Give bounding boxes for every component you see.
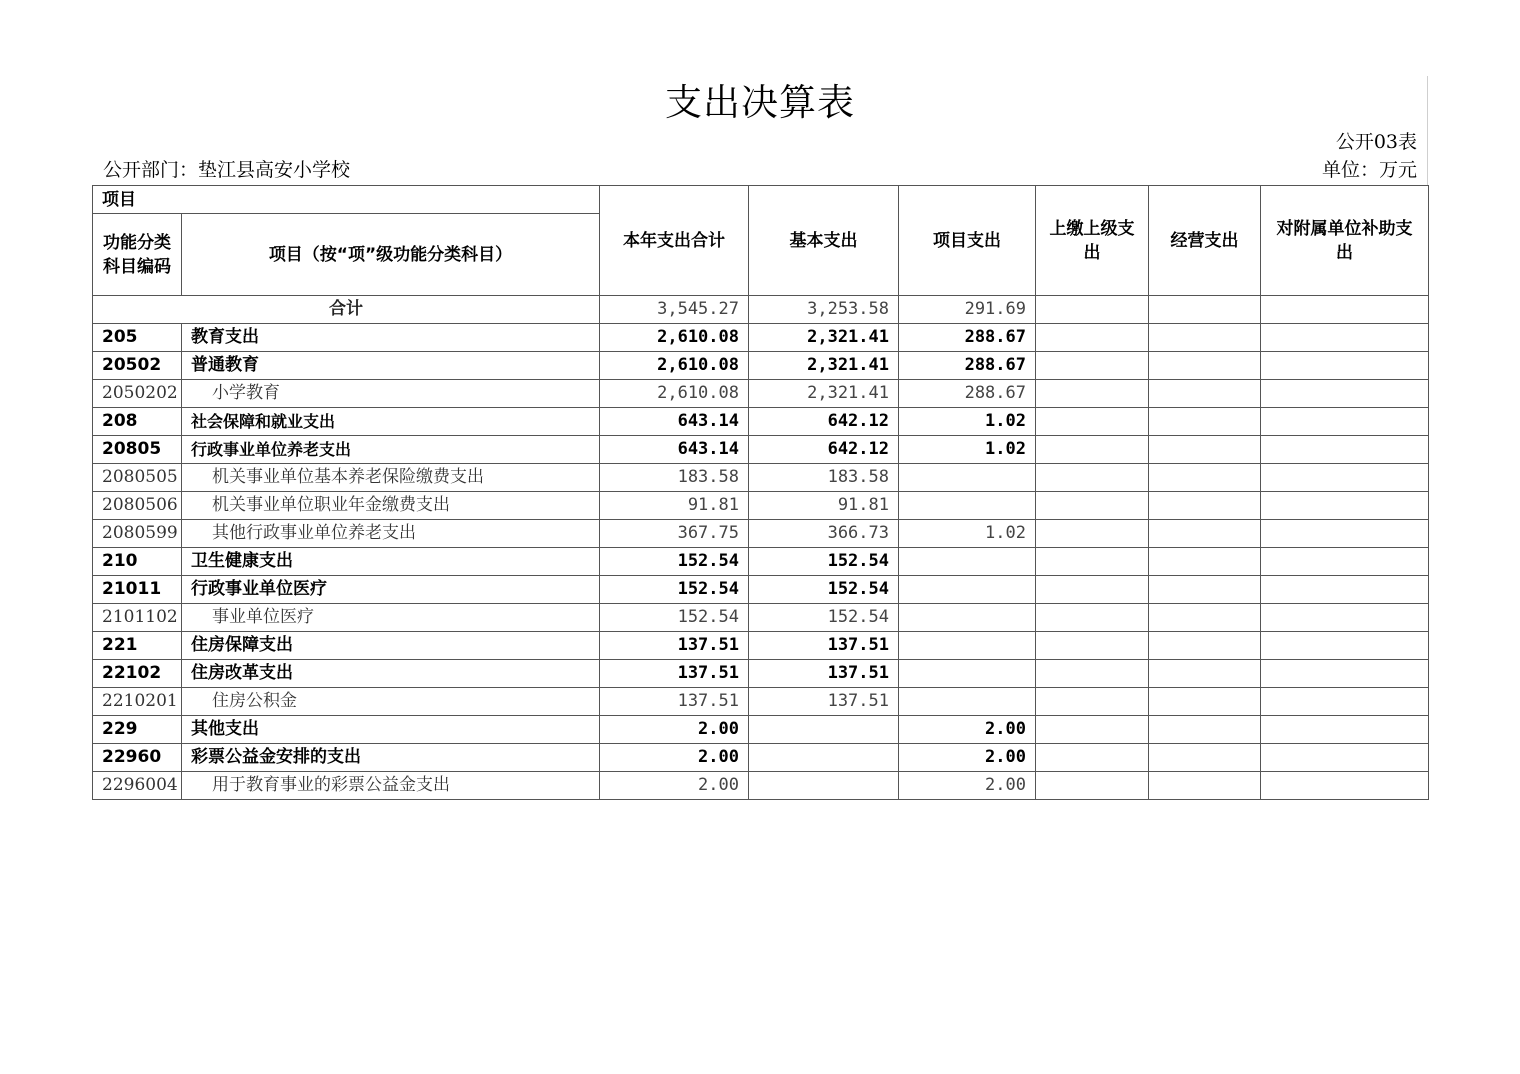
row-project: 2.00	[899, 772, 1036, 800]
row-upper	[1036, 632, 1149, 660]
table-row	[93, 352, 1429, 380]
row-subsidy	[1261, 464, 1429, 492]
table-row	[93, 324, 1429, 352]
row-code: 2080505	[93, 464, 182, 492]
total-subsidy	[1261, 296, 1429, 324]
row-code: 205	[93, 324, 182, 352]
row-code: 2296004	[93, 772, 182, 800]
row-business	[1149, 604, 1261, 632]
table-row	[93, 716, 1429, 744]
row-total: 643.14	[600, 436, 749, 464]
row-upper	[1036, 464, 1149, 492]
row-basic	[749, 744, 899, 772]
row-subsidy	[1261, 688, 1429, 716]
total-business	[1149, 296, 1261, 324]
row-upper	[1036, 604, 1149, 632]
row-project: 288.67	[899, 352, 1036, 380]
row-code: 210	[93, 548, 182, 576]
total-row	[93, 296, 1429, 324]
row-code: 2080506	[93, 492, 182, 520]
row-total: 2,610.08	[600, 352, 749, 380]
row-code: 2050202	[93, 380, 182, 408]
row-project: 288.67	[899, 380, 1036, 408]
row-subsidy	[1261, 744, 1429, 772]
row-code: 208	[93, 408, 182, 436]
header-subsidy: 对附属单位补助支出	[1261, 186, 1429, 296]
row-project	[899, 660, 1036, 688]
row-business	[1149, 380, 1261, 408]
table-row	[93, 492, 1429, 520]
row-code: 2210201	[93, 688, 182, 716]
row-project: 288.67	[899, 324, 1036, 352]
row-upper	[1036, 548, 1149, 576]
row-name: 卫生健康支出	[182, 548, 600, 576]
header-upper: 上缴上级支出	[1036, 186, 1149, 296]
table-row	[93, 576, 1429, 604]
row-business	[1149, 716, 1261, 744]
table-row	[93, 436, 1429, 464]
row-basic: 137.51	[749, 660, 899, 688]
row-total: 137.51	[600, 632, 749, 660]
row-total: 2.00	[600, 772, 749, 800]
row-name: 机关事业单位职业年金缴费支出	[182, 492, 600, 520]
row-upper	[1036, 492, 1149, 520]
row-subsidy	[1261, 660, 1429, 688]
row-subsidy	[1261, 576, 1429, 604]
row-basic: 642.12	[749, 408, 899, 436]
row-upper	[1036, 380, 1149, 408]
row-project	[899, 492, 1036, 520]
total-upper	[1036, 296, 1149, 324]
row-basic: 642.12	[749, 436, 899, 464]
row-project	[899, 464, 1036, 492]
row-subsidy	[1261, 716, 1429, 744]
row-subsidy	[1261, 772, 1429, 800]
row-upper	[1036, 520, 1149, 548]
row-upper	[1036, 352, 1149, 380]
row-name: 住房公积金	[182, 688, 600, 716]
row-business	[1149, 548, 1261, 576]
row-basic: 183.58	[749, 464, 899, 492]
row-business	[1149, 408, 1261, 436]
row-total: 2,610.08	[600, 380, 749, 408]
row-project: 2.00	[899, 744, 1036, 772]
table-row	[93, 632, 1429, 660]
row-upper	[1036, 408, 1149, 436]
row-total: 367.75	[600, 520, 749, 548]
row-project	[899, 604, 1036, 632]
row-project	[899, 548, 1036, 576]
row-business	[1149, 744, 1261, 772]
row-subsidy	[1261, 492, 1429, 520]
row-total: 152.54	[600, 576, 749, 604]
row-basic: 152.54	[749, 576, 899, 604]
row-total: 152.54	[600, 548, 749, 576]
row-project: 1.02	[899, 408, 1036, 436]
row-upper	[1036, 436, 1149, 464]
header-code: 功能分类科目编码	[93, 214, 182, 296]
table-row	[93, 380, 1429, 408]
table-row	[93, 660, 1429, 688]
table-row	[93, 520, 1429, 548]
header-business: 经营支出	[1149, 186, 1261, 296]
table-number: 公开03表	[1335, 131, 1417, 153]
row-basic: 91.81	[749, 492, 899, 520]
header-project-expenditure: 项目支出	[899, 186, 1036, 296]
total-label: 合计	[93, 296, 600, 324]
row-name: 其他支出	[182, 716, 600, 744]
header-project: 项目	[93, 186, 600, 214]
row-upper	[1036, 660, 1149, 688]
row-code: 2101102	[93, 604, 182, 632]
table-row	[93, 604, 1429, 632]
row-subsidy	[1261, 520, 1429, 548]
total-basic: 3,253.58	[749, 296, 899, 324]
row-upper	[1036, 576, 1149, 604]
row-total: 183.58	[600, 464, 749, 492]
row-total: 643.14	[600, 408, 749, 436]
row-code: 22102	[93, 660, 182, 688]
row-name: 普通教育	[182, 352, 600, 380]
row-upper	[1036, 744, 1149, 772]
row-basic: 366.73	[749, 520, 899, 548]
row-project	[899, 688, 1036, 716]
table-row	[93, 408, 1429, 436]
row-name: 住房改革支出	[182, 660, 600, 688]
row-project: 2.00	[899, 716, 1036, 744]
row-name: 教育支出	[182, 324, 600, 352]
row-basic: 152.54	[749, 548, 899, 576]
row-name: 社会保障和就业支出	[182, 408, 600, 436]
page-title: 支出决算表	[665, 81, 855, 124]
row-upper	[1036, 716, 1149, 744]
header-total: 本年支出合计	[600, 186, 749, 296]
row-total: 2,610.08	[600, 324, 749, 352]
row-subsidy	[1261, 604, 1429, 632]
row-code: 229	[93, 716, 182, 744]
row-subsidy	[1261, 436, 1429, 464]
row-code: 2080599	[93, 520, 182, 548]
row-project: 1.02	[899, 520, 1036, 548]
row-business	[1149, 576, 1261, 604]
row-business	[1149, 324, 1261, 352]
table-row	[93, 688, 1429, 716]
header-basic: 基本支出	[749, 186, 899, 296]
row-total: 2.00	[600, 716, 749, 744]
row-basic: 137.51	[749, 688, 899, 716]
row-basic	[749, 772, 899, 800]
row-upper	[1036, 772, 1149, 800]
row-basic: 137.51	[749, 632, 899, 660]
table-row	[93, 744, 1429, 772]
row-code: 20502	[93, 352, 182, 380]
total-total: 3,545.27	[600, 296, 749, 324]
row-total: 91.81	[600, 492, 749, 520]
row-project: 1.02	[899, 436, 1036, 464]
row-name: 其他行政事业单位养老支出	[182, 520, 600, 548]
row-total: 2.00	[600, 744, 749, 772]
table-row	[93, 772, 1429, 800]
row-basic	[749, 716, 899, 744]
row-basic: 152.54	[749, 604, 899, 632]
row-subsidy	[1261, 380, 1429, 408]
row-business	[1149, 436, 1261, 464]
row-total: 152.54	[600, 604, 749, 632]
row-business	[1149, 492, 1261, 520]
row-subsidy	[1261, 324, 1429, 352]
row-basic: 2,321.41	[749, 324, 899, 352]
row-name: 机关事业单位基本养老保险缴费支出	[182, 464, 600, 492]
table-row	[93, 464, 1429, 492]
row-total: 137.51	[600, 688, 749, 716]
row-name: 行政事业单位医疗	[182, 576, 600, 604]
row-code: 20805	[93, 436, 182, 464]
row-basic: 2,321.41	[749, 380, 899, 408]
row-business	[1149, 352, 1261, 380]
row-name: 住房保障支出	[182, 632, 600, 660]
row-subsidy	[1261, 352, 1429, 380]
row-business	[1149, 772, 1261, 800]
unit-label: 单位：万元	[1321, 159, 1417, 181]
row-code: 22960	[93, 744, 182, 772]
row-business	[1149, 520, 1261, 548]
expenditure-table	[92, 185, 1429, 800]
row-business	[1149, 660, 1261, 688]
row-subsidy	[1261, 632, 1429, 660]
row-upper	[1036, 688, 1149, 716]
table-row	[93, 548, 1429, 576]
row-name: 事业单位医疗	[182, 604, 600, 632]
department-label: 公开部门：垫江县高安小学校	[103, 159, 351, 181]
total-project: 291.69	[899, 296, 1036, 324]
row-subsidy	[1261, 408, 1429, 436]
row-project	[899, 632, 1036, 660]
row-basic: 2,321.41	[749, 352, 899, 380]
row-name: 彩票公益金安排的支出	[182, 744, 600, 772]
row-name: 用于教育事业的彩票公益金支出	[182, 772, 600, 800]
header-name: 项目（按“项”级功能分类科目）	[182, 214, 600, 296]
row-total: 137.51	[600, 660, 749, 688]
row-name: 行政事业单位养老支出	[182, 436, 600, 464]
row-business	[1149, 632, 1261, 660]
row-business	[1149, 688, 1261, 716]
row-name: 小学教育	[182, 380, 600, 408]
row-code: 221	[93, 632, 182, 660]
row-business	[1149, 464, 1261, 492]
row-subsidy	[1261, 548, 1429, 576]
row-code: 21011	[93, 576, 182, 604]
row-project	[899, 576, 1036, 604]
row-upper	[1036, 324, 1149, 352]
